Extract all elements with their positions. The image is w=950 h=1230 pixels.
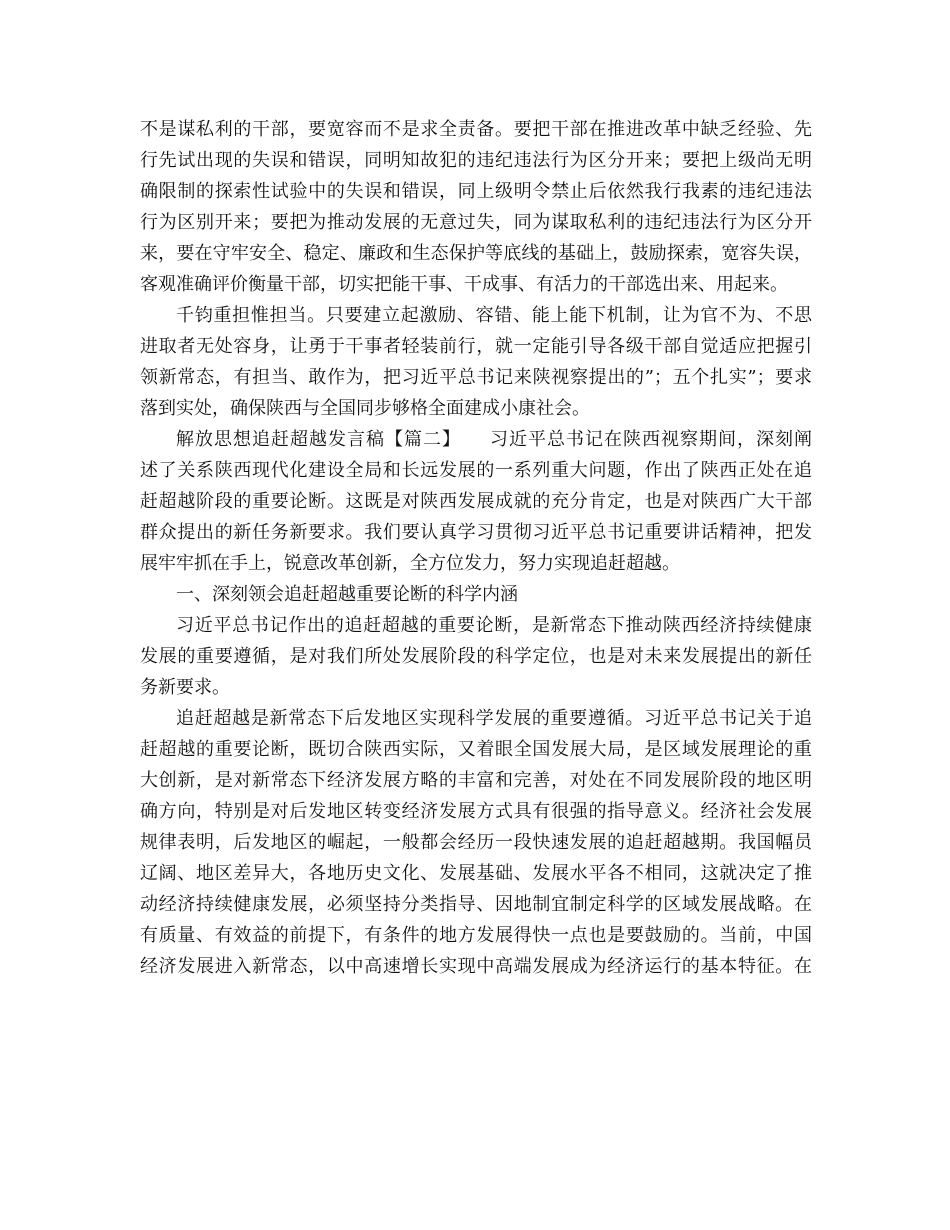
text-line: 进取者无处容身，让勇于干事者轻装前行，就一定能引导各级干部自觉适应把握引 bbox=[140, 336, 812, 357]
text-line: 动经济持续健康发展，必须坚持分类指导、因地制宜制定科学的区域发展战略。在 bbox=[140, 894, 812, 915]
text-line: 有质量、有效益的前提下，有条件的地方发展得快一点也是要鼓励的。当前，中国 bbox=[140, 925, 812, 946]
text-line: 展牢牢抓在手上，锐意改革创新，全方位发力，努力实现追赶超越。 bbox=[140, 553, 680, 574]
text-line: 规律表明，后发地区的崛起，一般都会经历一段快速发展的追赶超越期。我国幅员 bbox=[140, 832, 812, 853]
text-line: 确方向，特别是对后发地区转变经济发展方式具有很强的指导意义。经济社会发展 bbox=[140, 801, 812, 822]
text-line: 辽阔、地区差异大，各地历史文化、发展基础、发展水平各不相同，这就决定了推 bbox=[140, 863, 812, 884]
text-line: 确限制的探索性试验中的失误和错误，同上级明令禁止后依然我行我素的违纪违法 bbox=[140, 181, 812, 202]
text-line: 一、深刻领会追赶超越重要论断的科学内涵 bbox=[176, 584, 518, 605]
text-line: 务新要求。 bbox=[140, 677, 230, 698]
text-line: 群众提出的新任务新要求。我们要认真学习贯彻习近平总书记重要讲话精神，把发 bbox=[140, 522, 812, 543]
text-line: 行先试出现的失误和错误，同明知故犯的违纪违法行为区分开来；要把上级尚无明 bbox=[140, 150, 812, 171]
text-line: 述了关系陕西现代化建设全局和长远发展的一系列重大问题，作出了陕西正处在追 bbox=[140, 460, 812, 481]
text-line: 大创新，是对新常态下经济发展方略的丰富和完善，对处在不同发展阶段的地区明 bbox=[140, 770, 812, 791]
text-line: 解放思想追赶超越发言稿【篇二】 习近平总书记在陕西视察期间，深刻阐 bbox=[176, 429, 812, 450]
text-line: 赶超越阶段的重要论断。这既是对陕西发展成就的充分肯定，也是对陕西广大干部 bbox=[140, 491, 812, 512]
text-line: 行为区别开来；要把为推动发展的无意过失，同为谋取私利的违纪违法行为区分开 bbox=[140, 212, 812, 233]
document-body bbox=[140, 114, 812, 982]
text-line: 习近平总书记作出的追赶超越的重要论断，是新常态下推动陕西经济持续健康 bbox=[176, 615, 812, 636]
text-line: 领新常态，有担当、敢作为，把习近平总书记来陕视察提出的”；五个扎实”；要求 bbox=[140, 367, 812, 388]
text-line: 千钧重担惟担当。只要建立起激励、容错、能上能下机制，让为官不为、不思 bbox=[176, 305, 812, 326]
text-line: 发展的重要遵循，是对我们所处发展阶段的科学定位，也是对未来发展提出的新任 bbox=[140, 646, 812, 667]
text-line: 赶超越的重要论断，既切合陕西实际，又着眼全国发展大局，是区域发展理论的重 bbox=[140, 739, 812, 760]
text-line: 客观准确评价衡量干部，切实把能干事、干成事、有活力的干部选出来、用起来。 bbox=[140, 274, 788, 295]
text-line: 不是谋私利的干部，要宽容而不是求全责备。要把干部在推进改革中缺乏经验、先 bbox=[140, 119, 812, 140]
text-line: 追赶超越是新常态下后发地区实现科学发展的重要遵循。习近平总书记关于追 bbox=[176, 708, 812, 729]
text-line: 落到实处，确保陕西与全国同步够格全面建成小康社会。 bbox=[140, 398, 590, 419]
text-line: 来，要在守牢安全、稳定、廉政和生态保护等底线的基础上，鼓励探索，宽容失误， bbox=[140, 243, 812, 264]
text-line: 经济发展进入新常态，以中高速增长实现中高端发展成为经济运行的基本特征。在 bbox=[140, 956, 812, 977]
